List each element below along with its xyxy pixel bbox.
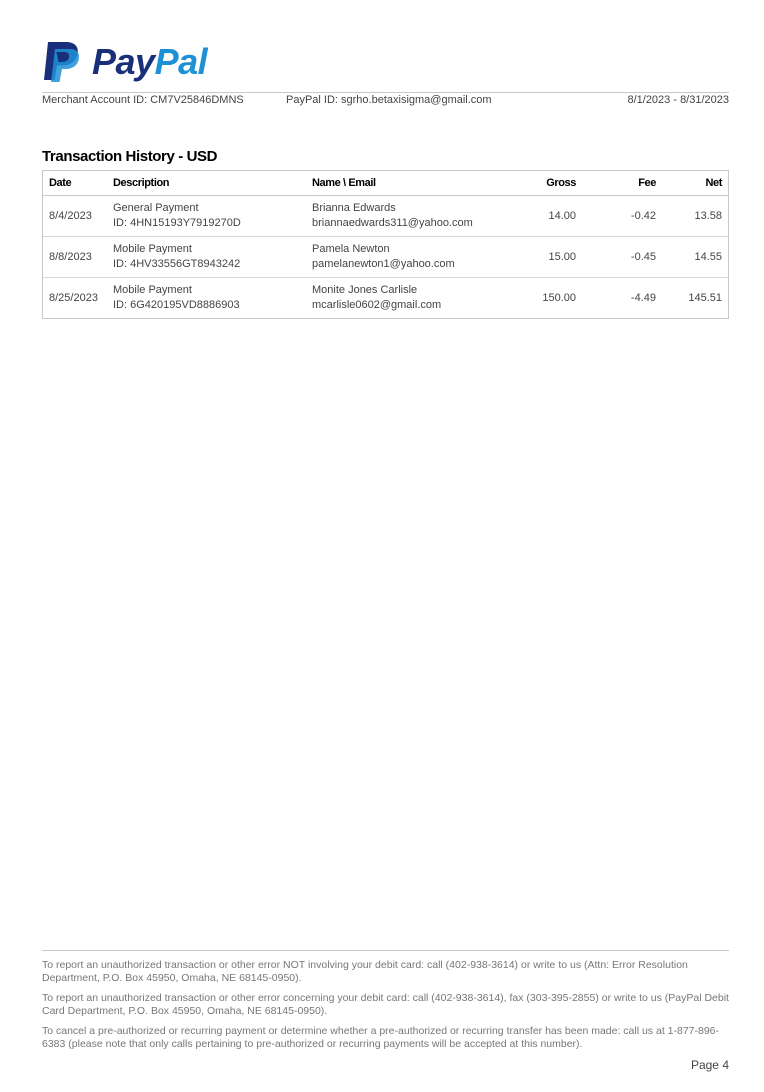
paypal-logo (42, 40, 207, 84)
row-fee: -0.42 (630, 210, 656, 222)
row-net: 14.55 (694, 251, 722, 263)
row-name-email (312, 242, 512, 272)
merchant-account-id: Merchant Account ID: CM7V25846DMNS (42, 94, 244, 106)
table-header-row (43, 171, 728, 196)
footer-note-non-debit: To report an unauthorized transaction or other error NOT involving your debit card: call (402-938-3614) or write to us (Attn: Error Resolution Department, P.O. Box 45950, Omaha, NE 68145-0950). (42, 959, 688, 984)
header-gross: Gross (546, 177, 576, 189)
row-fee: -0.45 (630, 251, 656, 263)
payer-name: Monite Jones Carlisle (312, 284, 418, 296)
page-number: Page 4 (690, 1058, 729, 1072)
payer-name: Pamela Newton (312, 243, 390, 255)
wordmark-pay: Pay (92, 41, 155, 82)
row-gross: 14.00 (548, 210, 576, 222)
transaction-table (42, 170, 729, 319)
row-name-email (312, 201, 512, 231)
row-net: 13.58 (694, 210, 722, 222)
row-gross: 15.00 (548, 251, 576, 263)
transaction-id: ID: 4HV33556GT8943242 (113, 258, 241, 270)
header-fee: Fee (638, 177, 656, 189)
row-net: 145.51 (688, 292, 722, 304)
payment-type: General Payment (113, 202, 199, 214)
payment-type: Mobile Payment (113, 284, 192, 296)
table-row (43, 278, 728, 318)
row-date: 8/8/2023 (49, 251, 92, 263)
transaction-id: ID: 4HN15193Y7919270D (113, 217, 241, 229)
header-divider (42, 92, 729, 93)
footer-notes (42, 959, 729, 1058)
header-name-email: Name \ Email (312, 177, 376, 189)
header-net: Net (705, 177, 722, 189)
header-date: Date (49, 177, 72, 189)
row-description (113, 283, 312, 313)
payer-email: briannaedwards311@yahoo.com (312, 217, 473, 229)
footer-divider (42, 950, 729, 951)
payer-email: mcarlisle0602@gmail.com (312, 299, 442, 311)
table-row (43, 196, 728, 237)
payer-email: pamelanewton1@yahoo.com (312, 258, 455, 270)
row-date: 8/25/2023 (49, 292, 98, 304)
row-date: 8/4/2023 (49, 210, 92, 222)
transaction-id: ID: 6G420195VD8886903 (113, 299, 240, 311)
payment-type: Mobile Payment (113, 243, 192, 255)
statement-period: 8/1/2023 - 8/31/2023 (627, 94, 729, 106)
row-fee: -4.49 (630, 292, 656, 304)
wordmark-pal: Pal (154, 41, 208, 82)
footer-note-recurring: To cancel a pre-authorized or recurring payment or determine whether a pre-authorized or recurring transfer has been made: call us at 1-877-896-6383 (please note that only calls pertaining to pre-authorized or recurring payments will be accepted at this number). (42, 1025, 720, 1050)
row-description (113, 201, 312, 231)
payer-name: Brianna Edwards (312, 202, 396, 214)
account-info-row (42, 94, 729, 108)
paypal-p-icon (42, 40, 82, 84)
row-description (113, 242, 312, 272)
table-row (43, 237, 728, 278)
row-gross: 150.00 (542, 292, 576, 304)
section-title: Transaction History - USD (42, 148, 218, 165)
paypal-wordmark (92, 40, 207, 84)
row-name-email (312, 283, 512, 313)
header-description: Description (113, 177, 170, 189)
paypal-id: PayPal ID: sgrho.betaxisigma@gmail.com (286, 94, 492, 106)
footer-note-debit: To report an unauthorized transaction or other error concerning your debit card: call (402-938-3614), fax (303-395-2855) or write to us (PayPal Debit Card Department, P.O. Box 45950, Omaha, NE 68145-0950). (42, 992, 729, 1017)
